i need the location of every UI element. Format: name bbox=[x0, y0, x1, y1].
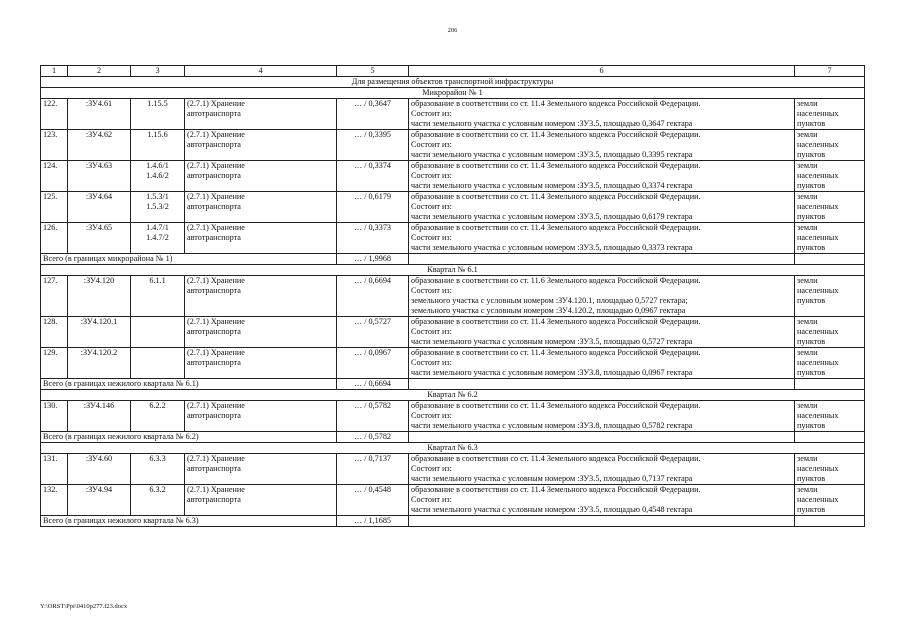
plot-area: … / 0,3395 bbox=[337, 130, 409, 161]
formation-description bbox=[409, 192, 795, 223]
block-number-line: 1.15.5 bbox=[147, 99, 168, 108]
plot-area: … / 0,6179 bbox=[337, 192, 409, 223]
permitted-use-line: (2.7.1) Хранение bbox=[187, 192, 245, 201]
total-area: … / 0,6694 bbox=[337, 379, 409, 390]
land-category-line: населенных bbox=[797, 286, 839, 295]
plot-code: :ЗУ4.120.1 bbox=[68, 317, 131, 348]
land-category bbox=[795, 223, 865, 254]
formation-description-line: части земельного участка с условным номером :ЗУ3.5, площадью 0,6179 гектара bbox=[411, 212, 693, 221]
section-total-row bbox=[41, 432, 865, 443]
land-category bbox=[795, 130, 865, 161]
total-label: Всего (в границах нежилого квартала № 6.3) bbox=[41, 516, 337, 527]
block-number bbox=[131, 130, 185, 161]
total-empty bbox=[409, 379, 795, 390]
land-category-line: населенных bbox=[797, 327, 839, 336]
col-number: 2 bbox=[68, 66, 131, 77]
land-category-line: земли bbox=[797, 454, 818, 463]
formation-description-line: части земельного участка с условным номером :ЗУ3.5, площадью 0,7137 гектара bbox=[411, 474, 693, 483]
permitted-use bbox=[185, 161, 337, 192]
row-number: 130. bbox=[41, 401, 68, 432]
table-row bbox=[41, 161, 865, 192]
table-row bbox=[41, 348, 865, 379]
formation-description-line: образование в соответствии со ст. 11.4 Земельного кодекса Российской Федерации. bbox=[411, 223, 701, 232]
land-category-line: пунктов bbox=[797, 212, 826, 221]
block-number-line: 1.4.6/1 bbox=[146, 161, 169, 170]
total-empty bbox=[795, 432, 865, 443]
row-number: 127. bbox=[41, 276, 68, 317]
land-category-line: населенных bbox=[797, 358, 839, 367]
formation-description-line: Состоит из: bbox=[411, 495, 452, 504]
land-category bbox=[795, 401, 865, 432]
formation-description bbox=[409, 485, 795, 516]
land-category-line: земли bbox=[797, 276, 818, 285]
formation-description-line: части земельного участка с условным номером :ЗУ3.5, площадью 0,5727 гектара bbox=[411, 337, 693, 346]
permitted-use-line: автотранспорта bbox=[187, 358, 241, 367]
total-empty bbox=[795, 516, 865, 527]
formation-description bbox=[409, 130, 795, 161]
formation-description-line: части земельного участка с условным номером :ЗУ3.5, площадью 0,4548 гектара bbox=[411, 505, 693, 514]
formation-description-line: образование в соответствии со ст. 11.4 Земельного кодекса Российской Федерации. bbox=[411, 454, 701, 463]
land-plots-table bbox=[40, 65, 865, 527]
table-row bbox=[41, 401, 865, 432]
formation-description bbox=[409, 276, 795, 317]
block-number bbox=[131, 192, 185, 223]
row-number: 128. bbox=[41, 317, 68, 348]
formation-description-line: части земельного участка с условным номером :ЗУ3.5, площадью 0,3373 гектара bbox=[411, 243, 693, 252]
land-category bbox=[795, 317, 865, 348]
purpose-header-row bbox=[41, 77, 865, 88]
col-number: 4 bbox=[185, 66, 337, 77]
total-empty bbox=[795, 379, 865, 390]
plot-area: … / 0,3373 bbox=[337, 223, 409, 254]
block-number-line: 1.4.7/1 bbox=[146, 223, 169, 232]
formation-description-line: образование в соответствии со ст. 11.4 Земельного кодекса Российской Федерации. bbox=[411, 348, 701, 357]
permitted-use-line: автотранспорта bbox=[187, 140, 241, 149]
plot-code: :ЗУ4.61 bbox=[68, 99, 131, 130]
permitted-use-line: автотранспорта bbox=[187, 464, 241, 473]
formation-description-line: части земельного участка с условным номером :ЗУ3.5, площадью 0,3374 гектара bbox=[411, 181, 693, 190]
formation-description-line: части земельного участка с условным номером :ЗУ3.8, площадью 0,5782 гектара bbox=[411, 421, 693, 430]
block-number bbox=[131, 161, 185, 192]
land-category-line: пунктов bbox=[797, 243, 826, 252]
formation-description-line: Состоит из: bbox=[411, 140, 452, 149]
formation-description-line: образование в соответствии со ст. 11.4 Земельного кодекса Российской Федерации. bbox=[411, 401, 701, 410]
plot-code: :ЗУ4.64 bbox=[68, 192, 131, 223]
permitted-use-line: автотранспорта bbox=[187, 233, 241, 242]
column-number-row bbox=[41, 66, 865, 77]
row-number: 131. bbox=[41, 454, 68, 485]
formation-description bbox=[409, 161, 795, 192]
table-row bbox=[41, 485, 865, 516]
block-number-line: 1.4.7/2 bbox=[146, 233, 169, 242]
formation-description bbox=[409, 401, 795, 432]
total-empty bbox=[795, 254, 865, 265]
land-category-line: пунктов bbox=[797, 474, 826, 483]
permitted-use bbox=[185, 485, 337, 516]
row-number: 123. bbox=[41, 130, 68, 161]
land-category-line: населенных bbox=[797, 140, 839, 149]
total-empty bbox=[409, 432, 795, 443]
land-category-line: пунктов bbox=[797, 181, 826, 190]
plot-area: … / 0,5727 bbox=[337, 317, 409, 348]
block-number bbox=[131, 401, 185, 432]
formation-description-line: образование в соответствии со ст. 11.4 Земельного кодекса Российской Федерации. bbox=[411, 485, 701, 494]
permitted-use-line: автотранспорта bbox=[187, 411, 241, 420]
section-title-row bbox=[41, 390, 865, 401]
formation-description-line: Состоит из: bbox=[411, 109, 452, 118]
plot-code: :ЗУ4.60 bbox=[68, 454, 131, 485]
land-category-line: населенных bbox=[797, 109, 839, 118]
permitted-use-line: автотранспорта bbox=[187, 327, 241, 336]
permitted-use-line: (2.7.1) Хранение bbox=[187, 454, 245, 463]
section-title: Квартал № 6.2 bbox=[41, 390, 865, 401]
permitted-use-line: (2.7.1) Хранение bbox=[187, 99, 245, 108]
land-category-line: земли bbox=[797, 317, 818, 326]
land-category bbox=[795, 99, 865, 130]
formation-description-line: образование в соответствии со ст. 11.4 Земельного кодекса Российской Федерации. bbox=[411, 161, 701, 170]
block-number-line: 6.2.2 bbox=[149, 401, 166, 410]
formation-description bbox=[409, 317, 795, 348]
permitted-use bbox=[185, 348, 337, 379]
permitted-use bbox=[185, 454, 337, 485]
plot-area: … / 0,7137 bbox=[337, 454, 409, 485]
permitted-use bbox=[185, 401, 337, 432]
row-number: 125. bbox=[41, 192, 68, 223]
land-category bbox=[795, 276, 865, 317]
page-number: 206 bbox=[447, 27, 458, 34]
land-category-line: населенных bbox=[797, 411, 839, 420]
block-number bbox=[131, 485, 185, 516]
land-category-line: населенных bbox=[797, 464, 839, 473]
block-number-line: 6.1.1 bbox=[149, 276, 166, 285]
formation-description-line: Состоит из: bbox=[411, 358, 452, 367]
plot-code: :ЗУ4.120.2 bbox=[68, 348, 131, 379]
section-title: Квартал № 6.1 bbox=[41, 265, 865, 276]
land-category-line: земли bbox=[797, 348, 818, 357]
plot-area: … / 0,3647 bbox=[337, 99, 409, 130]
formation-description-line: Состоит из: bbox=[411, 233, 452, 242]
formation-description-line: части земельного участка с условным номером :ЗУ3.5, площадью 0,3395 гектара bbox=[411, 150, 693, 159]
land-category-line: пунктов bbox=[797, 296, 826, 305]
section-title: Квартал № 6.3 bbox=[41, 443, 865, 454]
land-category-line: пунктов bbox=[797, 505, 826, 514]
permitted-use-line: (2.7.1) Хранение bbox=[187, 401, 245, 410]
land-category bbox=[795, 454, 865, 485]
permitted-use-line: автотранспорта bbox=[187, 109, 241, 118]
formation-description-line: образование в соответствии со ст. 11.4 Земельного кодекса Российской Федерации. bbox=[411, 317, 701, 326]
formation-description-line: Состоит из: bbox=[411, 411, 452, 420]
section-title-row bbox=[41, 443, 865, 454]
land-category-line: земли bbox=[797, 401, 818, 410]
col-number: 5 bbox=[337, 66, 409, 77]
section-title-row bbox=[41, 88, 865, 99]
formation-description-line: Состоит из: bbox=[411, 171, 452, 180]
plot-code: :ЗУ4.146 bbox=[68, 401, 131, 432]
formation-description-line: образование в соответствии со ст. 11.4 Земельного кодекса Российской Федерации. bbox=[411, 130, 701, 139]
col-number: 3 bbox=[131, 66, 185, 77]
permitted-use-line: автотранспорта bbox=[187, 286, 241, 295]
table-row bbox=[41, 317, 865, 348]
row-number: 122. bbox=[41, 99, 68, 130]
total-empty bbox=[409, 254, 795, 265]
permitted-use bbox=[185, 99, 337, 130]
formation-description-line: Состоит из: bbox=[411, 286, 452, 295]
plot-area: … / 0,0967 bbox=[337, 348, 409, 379]
permitted-use-line: автотранспорта bbox=[187, 495, 241, 504]
permitted-use-line: (2.7.1) Хранение bbox=[187, 161, 245, 170]
land-category-line: населенных bbox=[797, 171, 839, 180]
plot-code: :ЗУ4.63 bbox=[68, 161, 131, 192]
land-category-line: пунктов bbox=[797, 337, 826, 346]
purpose-header: Для размещения объектов транспортной инфраструктуры bbox=[41, 77, 865, 88]
formation-description bbox=[409, 223, 795, 254]
plot-code: :ЗУ4.94 bbox=[68, 485, 131, 516]
land-category-line: земли bbox=[797, 99, 818, 108]
section-title: Микрорайон № 1 bbox=[41, 88, 865, 99]
land-category bbox=[795, 348, 865, 379]
row-number: 126. bbox=[41, 223, 68, 254]
plot-area: … / 0,6694 bbox=[337, 276, 409, 317]
plot-code: :ЗУ4.65 bbox=[68, 223, 131, 254]
plot-code: :ЗУ4.62 bbox=[68, 130, 131, 161]
row-number: 124. bbox=[41, 161, 68, 192]
total-label: Всего (в границах нежилого квартала № 6.1) bbox=[41, 379, 337, 390]
land-category-line: пунктов bbox=[797, 368, 826, 377]
plot-area: … / 0,5782 bbox=[337, 401, 409, 432]
table-row bbox=[41, 192, 865, 223]
land-category-line: пунктов bbox=[797, 150, 826, 159]
land-category-line: населенных bbox=[797, 233, 839, 242]
block-number-line: 1.5.3/2 bbox=[146, 202, 169, 211]
section-total-row bbox=[41, 379, 865, 390]
footer-path: Y:\ORST\Ppi\0410p277.f23.docx bbox=[40, 603, 128, 610]
formation-description-line: части земельного участка с условным номером :ЗУ3.5, площадью 0,3647 гектара bbox=[411, 119, 693, 128]
table-row bbox=[41, 99, 865, 130]
col-number: 1 bbox=[41, 66, 68, 77]
total-area: … / 1,9968 bbox=[337, 254, 409, 265]
total-empty bbox=[409, 516, 795, 527]
formation-description-line: образование в соответствии со ст. 11.4 Земельного кодекса Российской Федерации. bbox=[411, 99, 701, 108]
permitted-use-line: (2.7.1) Хранение bbox=[187, 317, 245, 326]
formation-description-line: образование в соответствии со ст. 11.4 Земельного кодекса Российской Федерации. bbox=[411, 192, 701, 201]
permitted-use-line: (2.7.1) Хранение bbox=[187, 276, 245, 285]
formation-description-line: Состоит из: bbox=[411, 202, 452, 211]
table-row bbox=[41, 223, 865, 254]
section-total-row bbox=[41, 254, 865, 265]
plot-code: :ЗУ4.120 bbox=[68, 276, 131, 317]
permitted-use bbox=[185, 317, 337, 348]
land-category-line: земли bbox=[797, 161, 818, 170]
permitted-use bbox=[185, 276, 337, 317]
block-number-line: 6.3.2 bbox=[149, 485, 166, 494]
land-category-line: земли bbox=[797, 223, 818, 232]
section-title-row bbox=[41, 265, 865, 276]
table-row bbox=[41, 454, 865, 485]
block-number-line: 1.5.3/1 bbox=[146, 192, 169, 201]
table-row bbox=[41, 276, 865, 317]
block-number bbox=[131, 276, 185, 317]
formation-description-line: Состоит из: bbox=[411, 464, 452, 473]
formation-description-line: Состоит из: bbox=[411, 327, 452, 336]
total-label: Всего (в границах нежилого квартала № 6.2) bbox=[41, 432, 337, 443]
total-label: Всего (в границах микрорайона № 1) bbox=[41, 254, 337, 265]
land-category-line: земли bbox=[797, 130, 818, 139]
land-category-line: пунктов bbox=[797, 421, 826, 430]
total-area: … / 0,5782 bbox=[337, 432, 409, 443]
land-category bbox=[795, 161, 865, 192]
block-number bbox=[131, 223, 185, 254]
block-number-line: 1.4.6/2 bbox=[146, 171, 169, 180]
formation-description-line: части земельного участка с условным номером :ЗУ3.8, площадью 0,0967 гектара bbox=[411, 368, 693, 377]
row-number: 129. bbox=[41, 348, 68, 379]
block-number-line: 6.3.3 bbox=[149, 454, 166, 463]
plot-area: … / 0,4548 bbox=[337, 485, 409, 516]
permitted-use-line: (2.7.1) Хранение bbox=[187, 485, 245, 494]
land-category bbox=[795, 192, 865, 223]
permitted-use-line: (2.7.1) Хранение bbox=[187, 223, 245, 232]
land-category bbox=[795, 485, 865, 516]
permitted-use-line: автотранспорта bbox=[187, 202, 241, 211]
block-number bbox=[131, 348, 185, 379]
col-number: 6 bbox=[409, 66, 795, 77]
section-total-row bbox=[41, 516, 865, 527]
permitted-use-line: автотранспорта bbox=[187, 171, 241, 180]
permitted-use bbox=[185, 223, 337, 254]
land-category-line: населенных bbox=[797, 202, 839, 211]
block-number bbox=[131, 454, 185, 485]
block-number bbox=[131, 99, 185, 130]
formation-description bbox=[409, 348, 795, 379]
plot-area: … / 0,3374 bbox=[337, 161, 409, 192]
formation-description-line: земельного участка с условным номером :ЗУ4.120.1, площадью 0,5727 гектара; bbox=[411, 296, 688, 305]
col-number: 7 bbox=[795, 66, 865, 77]
permitted-use-line: (2.7.1) Хранение bbox=[187, 348, 245, 357]
permitted-use-line: (2.7.1) Хранение bbox=[187, 130, 245, 139]
land-category-line: земли bbox=[797, 192, 818, 201]
permitted-use bbox=[185, 130, 337, 161]
row-number: 132. bbox=[41, 485, 68, 516]
land-category-line: земли bbox=[797, 485, 818, 494]
permitted-use bbox=[185, 192, 337, 223]
table-row bbox=[41, 130, 865, 161]
land-category-line: населенных bbox=[797, 495, 839, 504]
total-area: … / 1,1685 bbox=[337, 516, 409, 527]
land-category-line: пунктов bbox=[797, 119, 826, 128]
formation-description-line: образование в соответствии со ст. 11.6 Земельного кодекса Российской Федерации. bbox=[411, 276, 701, 285]
formation-description bbox=[409, 454, 795, 485]
formation-description bbox=[409, 99, 795, 130]
block-number-line: 1.15.6 bbox=[147, 130, 168, 139]
formation-description-line: земельного участка с условным номером :ЗУ4.120.2, площадью 0,0967 гектара bbox=[411, 306, 686, 315]
block-number bbox=[131, 317, 185, 348]
